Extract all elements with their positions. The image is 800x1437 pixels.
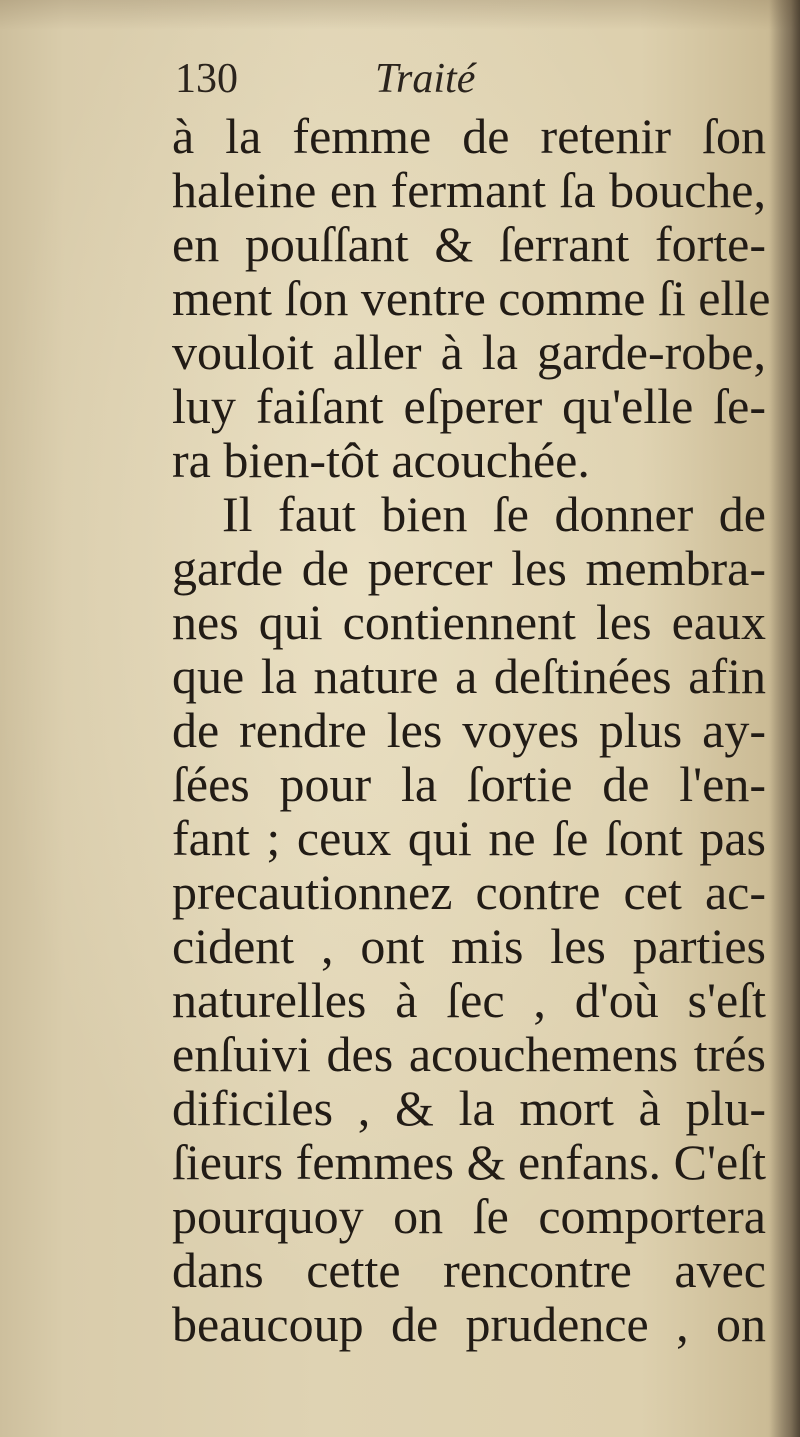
text-line: garde de percer les membra- — [172, 540, 766, 596]
text-line: haleine en fermant ſa bouche, — [172, 162, 766, 218]
text-line: enſuivi des acouchemens trés — [172, 1026, 766, 1082]
text-line: precautionnez contre cet ac- — [172, 864, 766, 920]
text-line: en pouſſant & ſerrant forte- — [172, 216, 766, 272]
text-line: pourquoy on ſe comportera — [172, 1188, 766, 1244]
text-line: ra bien-tôt acouchée. — [172, 432, 590, 488]
text-line: Il faut bien ſe donner de — [222, 486, 766, 542]
text-line: de rendre les voyes plus ay- — [172, 702, 766, 758]
text-line: fant ; ceux qui ne ſe ſont pas — [172, 810, 766, 866]
text-line: luy faiſant eſperer qu'elle ſe- — [172, 378, 766, 434]
text-line: nes qui contiennent les eaux — [172, 594, 766, 650]
text-line: naturelles à ſec , d'où s'eſt — [172, 972, 766, 1028]
text-line: que la nature a deſtinées afin — [172, 648, 766, 704]
text-line: vouloit aller à la garde-robe, — [172, 324, 766, 380]
text-line: dificiles , & la mort à plu- — [172, 1080, 766, 1136]
text-line: ſées pour la ſortie de l'en- — [172, 756, 766, 812]
text-line: ſieurs femmes & enfans. C'eſt — [172, 1134, 766, 1190]
page-header — [175, 55, 775, 107]
text-line: cident , ont mis les parties — [172, 918, 766, 974]
text-line: beaucoup de prudence , on — [172, 1296, 766, 1352]
text-line: à la femme de retenir ſon — [172, 108, 766, 164]
page-number: 130 — [175, 56, 238, 102]
text-line: ment ſon ventre comme ſi elle — [172, 270, 771, 326]
text-line: dans cette rencontre avec — [172, 1242, 766, 1298]
running-title: Traité — [375, 56, 476, 102]
